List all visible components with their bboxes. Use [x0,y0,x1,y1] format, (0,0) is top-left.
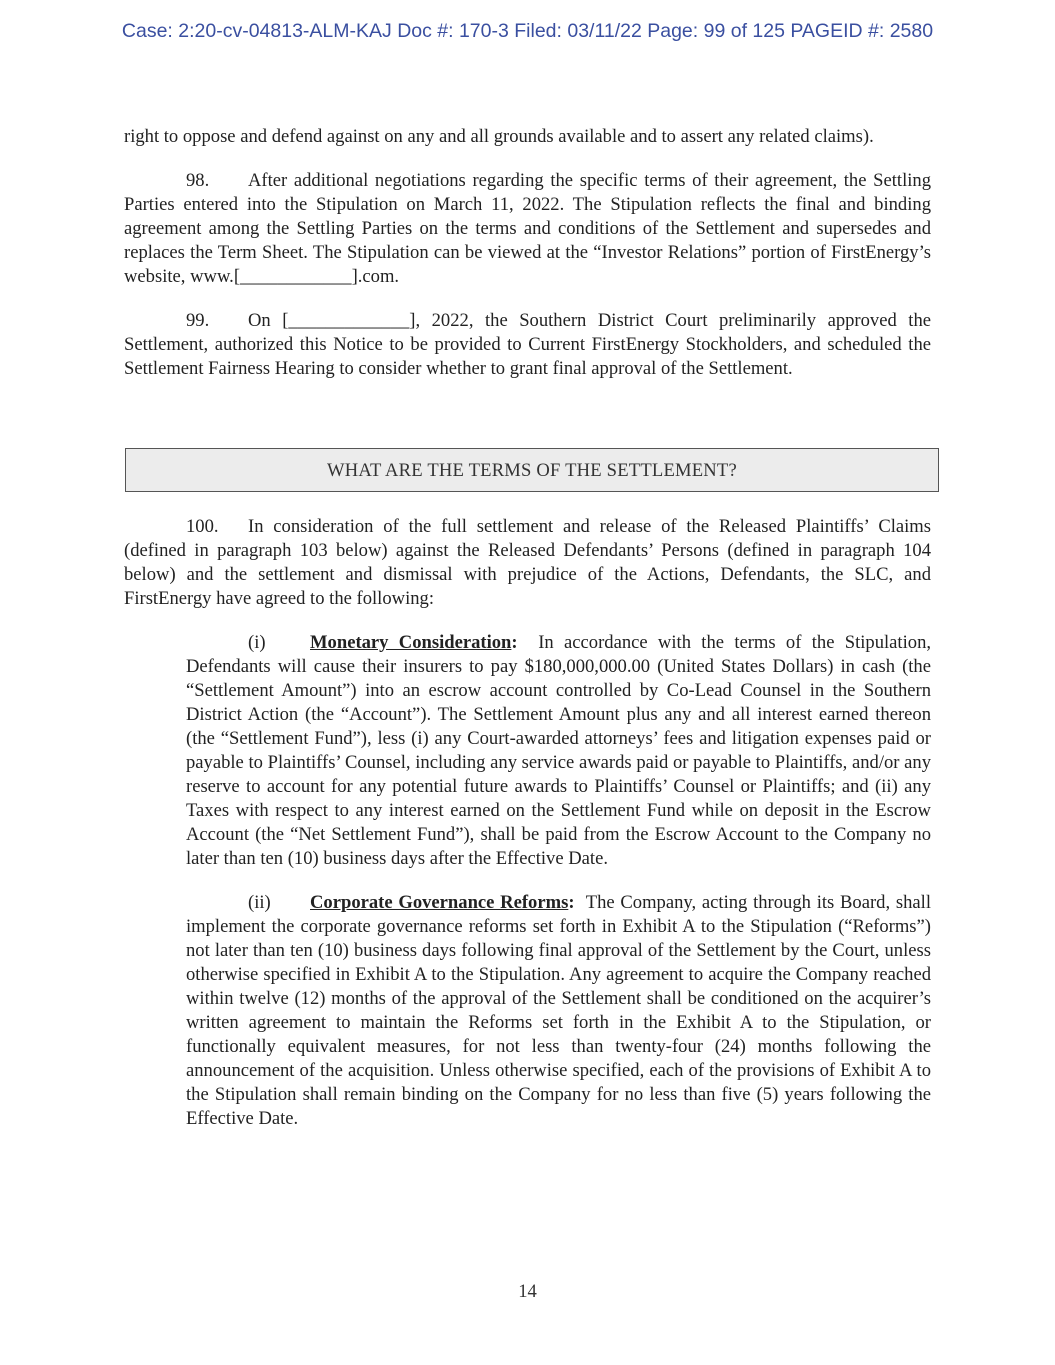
paragraph-text: In consideration of the full settlement and release of the Released Plaintiffs’ Claims (defined in paragraph 103 below) against the Released Defendants’ Persons (defined in paragraph 104 below) and the settlement and dismissal with prejudice of the Actions, Defendants, the SLC, and FirstEnergy have agreed to the following: [124,516,931,609]
document-body-top [124,125,931,381]
item-text: The Company, acting through its Board, shall implement the corporate governance reforms set forth in Exhibit A to the Stipulation (“Reforms”) not later than ten (10) business days following final approval of the Settlement by the Court, unless otherwise specified in Exhibit A to the Stipulation. Any agreement to acquire the Company reached within twelve (12) months of the approval of the Settlement shall be conditioned on the acquirer’s written agreement to maintain the Reforms set forth in the Exhibit A to the Stipulation, or functionally equivalent measures, for not less than twenty-four (24) months following the announcement of the acquisition. Unless otherwise specified, each of the provisions of Exhibit A to the Stipulation shall remain binding on the Company for no less than five (5) years following the Effective Date. [186,892,931,1129]
case-header: Case: 2:20-cv-04813-ALM-KAJ Doc #: 170-3 Filed: 03/11/22 Page: 99 of 125 PAGEID #: 2580 [121,20,934,42]
paragraph-100 [124,515,931,611]
paragraph-number: 99. [186,310,210,331]
item-monetary-consideration [186,631,931,871]
paragraph-text: After additional negotiations regarding the specific terms of their agreement, the Settling Parties entered into the Stipulation on March 11, 2022. The Stipulation reflects the final and binding agreement among the Settling Parties on the terms and conditions of the Settlement and supersedes and replaces the Term Sheet. The Stipulation can be viewed at the “Investor Relations” portion of FirstEnergy’s website, www.[____________].com. [124,170,931,287]
page-number: 14 [518,1281,537,1302]
item-term: Monetary Consideration [310,632,512,653]
item-corporate-governance-reforms [186,891,931,1131]
continuation-paragraph: right to oppose and defend against on any and all grounds available and to assert any related claims). [124,126,874,147]
item-label: (ii) [248,892,271,913]
document-body-bottom [124,515,931,1131]
paragraph-98 [124,169,931,289]
paragraph-number: 100. [186,516,219,537]
section-heading-box [125,448,939,492]
paragraph-99 [124,309,931,381]
item-colon: : [568,892,575,913]
item-text: In accordance with the terms of the Stipulation, Defendants will cause their insurers to pay $180,000,000.00 (United States Dollars) in cash (the “Settlement Amount”) into an escrow account controlled by Co-Lead Counsel in the Southern District Action (the “Account”). The Settlement Amount plus any and all interest earned thereon (the “Settlement Fund”), less (i) any Court-awarded attorneys’ fees and litigation expenses paid or payable to Plaintiffs’ Counsel, including any service awards paid or payable to Plaintiffs, and/or any reserve to account for any potential future awards to Plaintiffs’ Counsel or Plaintiffs; and (ii) any Taxes with respect to any interest earned on the Settlement Fund while on deposit in the Escrow Account (the “Net Settlement Fund”), shall be paid from the Escrow Account to the Company no later than ten (10) business days after the Effective Date. [186,632,932,869]
section-heading: WHAT ARE THE TERMS OF THE SETTLEMENT? [327,460,737,481]
paragraph-text: On [_____________], 2022, the Southern District Court preliminarily approved the Settlement, authorized this Notice to be provided to Current FirstEnergy Stockholders, and scheduled the Settlement Fairness Hearing to consider whether to grant final approval of the Settlement. [124,310,931,379]
item-colon: : [511,632,518,653]
item-term: Corporate Governance Reforms [310,892,569,913]
paragraph-number: 98. [186,170,210,191]
item-label: (i) [248,632,266,653]
